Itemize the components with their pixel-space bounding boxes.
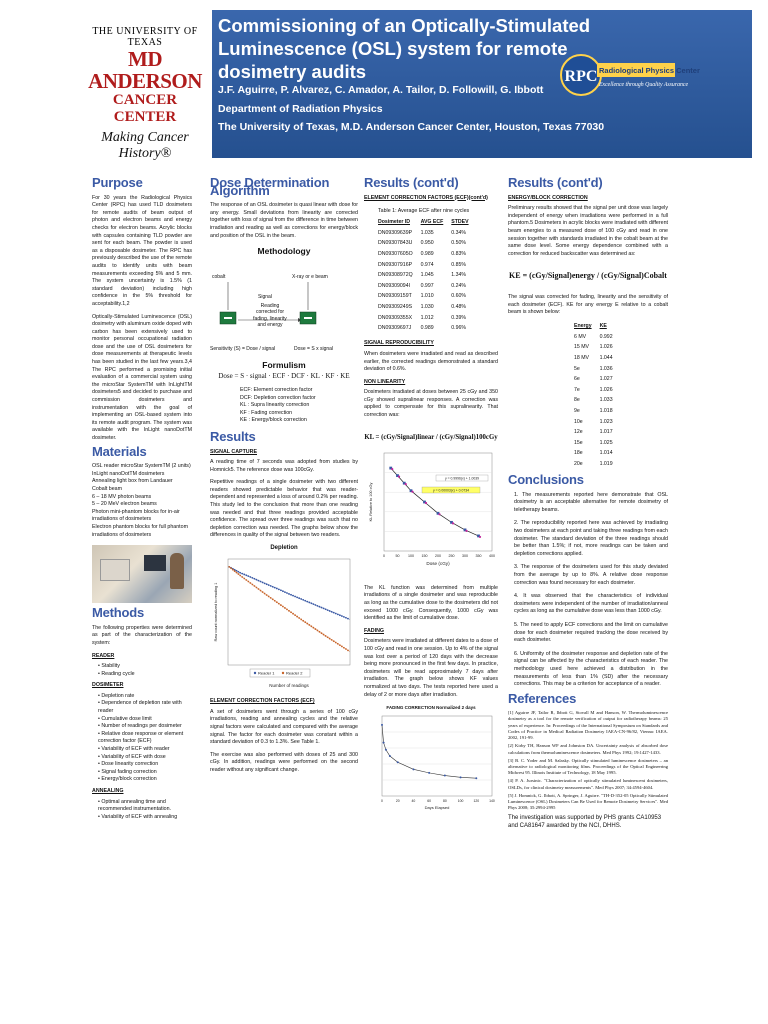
dosimeter-item: • Number of readings per dosimeter	[98, 723, 192, 731]
table-cell: 0.50%	[451, 240, 466, 247]
ecf-table-row	[374, 292, 473, 303]
kl-eq1: y = 0.9996(x) + 1.0039	[444, 476, 480, 481]
results-heading: Results	[210, 428, 256, 444]
kl-x-tick: 0	[383, 554, 385, 559]
reader-item: • Reading cycle	[98, 671, 192, 679]
table-cell: 6e	[574, 376, 580, 383]
depletion-xlabel: Number of readings	[269, 682, 309, 688]
fading-plot-area	[382, 716, 492, 796]
energy-block-heading: ENERGY/BLOCK CORRECTION	[508, 194, 588, 201]
materials-list	[92, 463, 192, 539]
logo-line1: THE UNIVERSITY OF TEXAS	[92, 26, 198, 48]
table-cell: 0.974	[420, 261, 434, 268]
dosimeter-item: • Dependence of depletion rate with reader	[98, 700, 192, 715]
poster-department: Department of Radiation Physics	[218, 103, 383, 115]
table-cell: DN09309249S	[378, 304, 413, 311]
legend-marker-reader2	[282, 671, 284, 673]
kl-point-alt	[398, 476, 400, 478]
table-cell: 6 MV	[574, 333, 587, 340]
fading-x-tick: 100	[457, 798, 464, 803]
rpc-name: Radiological Physics Center	[599, 66, 700, 75]
kl-ylabel: KL Relative to 100 cGy	[369, 482, 373, 522]
table-cell: 1.036	[599, 365, 613, 372]
fading-point	[412, 768, 414, 770]
kl-x-tick: 150	[421, 554, 428, 559]
table-cell: 5e	[574, 365, 580, 372]
depletion-ylabel: Raw count normalized to reading 1	[214, 582, 218, 641]
formula-definition: KE : Energy/block correction	[240, 417, 307, 424]
ecf-table-row	[374, 250, 473, 261]
energy-table-row	[570, 449, 617, 460]
ecf-table-row	[374, 303, 473, 314]
table-cell: 1.010	[420, 293, 434, 300]
signal-capture-p1: A reading time of 7 seconds was adopted from studies by Homnick5. The reference dose was 100cGy.	[210, 459, 358, 473]
ecf-table-row	[374, 313, 473, 324]
conclusions-list	[514, 492, 668, 689]
nonlinearity-p: Dosimeters irradiated at doses between 25 cGy and 350 cGy showed supralinear responses. A correction was applied to compensate for this supralinearity. That correction was:	[364, 389, 498, 419]
reference-item: [5] J. Homnick, G. Ibbott, A. Springer, J. Aguirre. "TH-D-352-05 Optically Stimulated Luminescence (OSL) Dosimeters Can Be Used for Remote Dosimetry Services". Med Phys 2008; 35:2994-2995	[508, 792, 668, 811]
ecf-table-row	[374, 260, 473, 271]
materials-item: OSL reader microStar SystemTM (2 units)	[92, 463, 191, 470]
kl-eq2: y = 0.00003(x) + 0.0734	[432, 488, 470, 493]
table-cell: 1.023	[599, 418, 613, 425]
energy-table-row	[570, 417, 617, 428]
table-cell: 0.992	[599, 333, 613, 340]
energy-table-row	[570, 354, 617, 365]
formula-definition: KL : Supra linearity correction	[240, 402, 310, 409]
materials-item: Photon mini-phantom blocks for in-air irradiations of dosimeters	[92, 508, 180, 523]
fading-x-tick: 120	[473, 798, 480, 803]
materials-item: Electron phantom blocks for full phantom irradiations of dosimeters	[92, 523, 188, 538]
table-header: Energy	[574, 323, 592, 330]
kl-x-tick: 300	[462, 554, 468, 559]
dose-algorithm-heading: Dose Determination Algorithm	[210, 175, 330, 198]
table-cell: DN09309639P	[378, 229, 413, 236]
dose-caption: Dose = S x signal	[294, 345, 334, 352]
kl-point-alt	[479, 536, 481, 538]
column-2	[210, 175, 358, 780]
energy-table-row	[570, 385, 617, 396]
energy-table-row	[570, 396, 617, 407]
conclusion-item: 2. The reproducibility reported here was achieved by irradiating two dosimeters at each point and taking three readings from each dosimeter. The standard deviation of the three readings should be better than 1.5%; if not, more readings can be taken and depletion corrections applied.	[514, 520, 668, 557]
logo-line3: CANCER CENTER	[112, 92, 178, 125]
methods-heading: Methods	[92, 605, 145, 621]
reader-item: • Stability	[98, 663, 192, 671]
dosimeter-item: • Variability of ECF with reader	[98, 746, 192, 754]
references-heading: References	[508, 690, 577, 706]
table-cell: 0.96%	[451, 325, 466, 332]
kl-point-alt	[425, 502, 427, 504]
materials-item: Annealing light box from Landauer	[92, 478, 173, 485]
methods-intro: The following properties were determined as part of the characterization of the system:	[92, 624, 192, 646]
table-cell: 0.83%	[451, 251, 466, 258]
depletion-chart	[210, 553, 358, 691]
conclusion-item: 1. The measurements reported here demonstrate that OSL dosimetry is an acceptable alternative for remote dosimetry of teletherapy beams.	[514, 491, 668, 513]
kl-point-alt	[391, 468, 393, 470]
fading-point	[475, 777, 477, 779]
legend-marker-reader1	[254, 671, 256, 673]
kl-point-alt	[465, 530, 467, 532]
nonlinearity-heading: NON LINEARITY	[364, 378, 406, 385]
table-cell: 0.34%	[451, 229, 466, 236]
conclusion-item: 4. It was observed that the characteristics of individual dosimeters were independent of the number of irradiation/anneal cycles as long as the cumulative dose was less than 1000 cGy.	[514, 593, 668, 615]
formulism-heading: Formulism	[262, 359, 306, 370]
fading-x-tick: 140	[489, 798, 495, 803]
references-list	[508, 710, 668, 811]
fading-point	[381, 724, 383, 726]
table-cell: 0.48%	[451, 304, 466, 311]
signal-capture-heading: SIGNAL CAPTURE	[210, 448, 257, 455]
reproducibility-p: When dosimeters were irradiated and read as described earlier, the corrected readings demonstrated a standard deviation of 0.6%.	[364, 350, 498, 373]
kl-x-tick: 100	[408, 554, 414, 559]
table-cell: DN09309159T	[378, 293, 412, 300]
kl-point-alt	[405, 483, 407, 485]
table-cell: 1.019	[599, 460, 613, 467]
energy-block-p: Preliminary results showed that the signal per unit dose was largely independent of energy when irradiations were performed in a full phantom.5 Dosimeters in acrylic blocks were irradiated with different beam energies to a measured dose of 100 cGy and read in one session together with standards irradiated in the cobalt beam at the same dose level. Some energy dependence combined with a correction for reduced backscatter was determined as:	[508, 205, 668, 257]
reading-label: Reading corrected for fading, linearity and energy	[253, 302, 287, 329]
ecf-table-row	[374, 228, 473, 239]
fading-heading: FADING	[364, 627, 385, 634]
dosimeter-item: • Dose linearity correction	[98, 761, 192, 769]
energy-table-row	[570, 406, 617, 417]
ecf-p2: The exercise was also performed with doses of 25 and 300 cGy. In addition, readings were performed on the second reader without any significant change.	[210, 751, 358, 773]
dosimeter-list	[98, 693, 192, 784]
kl-x-tick: 50	[395, 554, 400, 559]
energy-table-row	[570, 375, 617, 386]
table-cell: 7e	[574, 386, 580, 393]
column-1	[92, 175, 192, 821]
ecf-p1: A set of dosimeters went through a series of 100 cGy irradiations, reading and annealing cycles and the relative signal factors were calculated and compared with the average signal. The factor for each dosimeter was constant within a standard deviation of 0.3 to 1.3%. See Table 1.	[210, 708, 358, 746]
cobalt-label: cobalt	[212, 273, 226, 280]
fading-x-tick: 20	[395, 798, 400, 803]
reference-item: [2] Kirby TH, Hanson WF and Johnston DA. Uncertainty analysis of absorbed dose calculations from thermoluminescence dosimeters. Med Phys 1992; 19:1427-1433.	[508, 743, 668, 755]
table-cell: 0.997	[420, 282, 434, 289]
table-cell: 0.60%	[451, 293, 466, 300]
table-cell: 1.026	[599, 386, 613, 393]
lab-photo	[92, 545, 192, 603]
ke-p: The signal was corrected for fading, linearity and the sensitivity of each dosimeter (ECF). KE for any energy E relative to a cobalt beam is shown below:	[508, 293, 668, 316]
fading-xlabel: Days Elapsed	[424, 804, 450, 810]
table-cell: 0.24%	[451, 282, 466, 289]
results-cont-heading-2: Results (cont'd)	[508, 175, 603, 190]
conclusion-item: 3. The response of the dosimeters used for this study deviated from the average by up to 8%. A relative dose response correction was found necessary for each dosimeter.	[514, 564, 668, 586]
table-cell: 1.027	[599, 376, 613, 383]
legend-label-reader1: Reader 1	[258, 670, 275, 676]
ecf-heading: ELEMENT CORRECTION FACTORS (ECF)	[210, 698, 315, 705]
table-cell: 12e	[574, 429, 583, 436]
dosimeter-item: • Energy/block correction	[98, 776, 192, 784]
kl-plot-area	[384, 453, 492, 551]
reproducibility-heading: SIGNAL REPRODUCIBILITY	[364, 340, 434, 347]
logo-tagline: Making Cancer History®	[101, 130, 189, 161]
table-header: STDEV	[451, 219, 469, 226]
energy-table-row	[570, 343, 617, 354]
methodology-diagram	[210, 260, 358, 356]
reader-list	[98, 663, 192, 678]
ecf-table-row	[374, 271, 473, 282]
energy-table	[570, 322, 617, 470]
table-cell: 0.85%	[451, 261, 466, 268]
methodology-heading: Methodology	[257, 246, 311, 257]
rpc-logo	[559, 46, 700, 104]
kl-p: The KL function was determined from multiple irradiations of a single dosimeter and was reproducible as long as the cumulative dose to the dosimeters did not exceed 1000 cGy. Consequently, 1000 cGy was identified as the limit of cumulative dose.	[364, 584, 498, 622]
dose-algorithm-p1: The response of an OSL dosimeter is quasi linear with dose for any energy. Small deviations from linearity are corrected together with loss of signal from the difference in time between irradiation and reading as well as corrections for energy/block and position of the OSL in the beam.	[210, 202, 358, 239]
poster-title: Commissioning of an Optically-Stimulated Luminescence (OSL) system for remote dosimetry audits	[218, 15, 591, 82]
energy-table-row	[570, 364, 617, 375]
table-cell: 1.018	[599, 407, 613, 414]
dosimeter-item: • Depletion rate	[98, 693, 192, 701]
table-cell: 1.030	[420, 304, 434, 311]
depletion-title: Depletion	[270, 545, 298, 552]
table-cell: 18 MV	[574, 355, 589, 361]
table-cell: 1.045	[420, 272, 434, 279]
xray-label: X-ray or e beam	[292, 273, 328, 280]
dosimeter-item: • Signal fading correction	[98, 769, 192, 777]
purpose-p1: For 30 years the Radiological Physics Center (RPC) has used TLD dosimeters for remote audits of beam output of photon and electron beams and energy checks for electron beams. Acrylic blocks with capsules containing TLD powder are sent for each beam. The powder is used as a disposable dosimeter. The RPC has previously described the use of the remote audits to identify units with beam measurements exceeding 5% and 5 mm. The system uncertainty is 1.5% (1 standard deviation) including high confidence in the 5% threshold for acceptability.1,2	[92, 194, 192, 307]
annealing-heading: ANNEALING	[92, 788, 124, 794]
table-cell: 0.39%	[451, 314, 466, 321]
dosimeter-item: • Cumulative dose limit	[98, 716, 192, 724]
results-cont-heading-1: Results (cont'd)	[364, 175, 459, 190]
purpose-heading: Purpose	[92, 175, 143, 190]
fading-p: Dosimeters were irradiated at different dates to a dose of 100 cGy and read in one session. Up to 4% of the signal was lost over a period of 120 days with the decrease being more pronounced in the first few days. In practice, dosimeters will be read approximately 7 days after irradiation. The graph below shows KF values normalized at two days. The tests reported here used a delay of 2 or more days after irradiation.	[364, 638, 498, 698]
table-cell: 0.950	[420, 240, 434, 247]
kl-point-alt	[438, 513, 440, 515]
table-cell: 1.035	[420, 229, 434, 236]
ecf-table-row	[374, 239, 473, 250]
poster-authors: J.F. Aguirre, P. Alvarez, C. Amador, A. Tailor, D. Followill, G. Ibbott	[218, 84, 544, 96]
fading-point	[389, 755, 391, 757]
fading-point	[385, 749, 387, 751]
table-cell: DN09309697J	[378, 325, 412, 332]
kl-chart	[364, 447, 498, 575]
md-anderson-logo	[82, 18, 208, 161]
table-cell: DN09307605O	[378, 251, 413, 258]
table1-caption: Table 1: Average ECF after nine cycles	[378, 208, 470, 215]
fading-x-tick: 80	[442, 798, 447, 803]
kl-point-alt	[452, 523, 454, 525]
table-cell: DN09307843U	[378, 240, 413, 247]
kl-xlabel: Dose (cGy)	[426, 561, 450, 567]
annealing-item: • Optimal annealing time and recommended instrumentation.	[98, 799, 192, 814]
poster-institution: The University of Texas, M.D. Anderson Cancer Center, Houston, Texas 77030	[218, 121, 605, 133]
kl-x-tick: 250	[448, 554, 455, 559]
fading-point	[460, 776, 462, 778]
table-cell: 15e	[574, 439, 583, 446]
table-header: AVG ECF	[420, 219, 444, 226]
sensitivity-caption: Sensitivity (S) = Dose / signal	[210, 345, 276, 352]
rpc-letters: RPC	[564, 68, 598, 85]
table-cell: 1.026	[599, 344, 613, 351]
kl-formula: KL = (cGy/Signal)linear / (cGy/Signal)100cGy	[364, 433, 498, 441]
reference-item: [3] B. C. Yoder and M. Salasky. Optically stimulated luminescence dosimeters – an alternative to radiological monitoring films. Proceedings of the Optical Engineering Midwest 95. Illinois Institute of Technology, 18 May 1995.	[508, 757, 668, 776]
reader-heading: READER	[92, 652, 115, 659]
dosimeter-item: • Variability of ECF with dose	[98, 754, 192, 762]
legend-label-reader2: Reader 2	[286, 670, 303, 676]
fading-x-tick: 0	[381, 798, 383, 803]
reference-item: [1] Aguirre JF, Tailor R, Ibbott G, Stovall M and Hanson, W. Thermoluminescence dosimetry as a tool for the remote verification of output for radiotherapy beams: 25 years of experience. In: Proceedings of the International Symposium on Standards and Codes of Practice in Medical Radiation Dosimetry IAEA-CN-96/82, Vienna: IAEA. 2002, 191-99.	[508, 710, 668, 741]
signal-label: Signal	[258, 293, 272, 300]
table-cell: 18e	[574, 450, 583, 457]
table-cell: 1.033	[599, 397, 613, 404]
formula-definitions	[240, 387, 358, 425]
table-cell: 1.017	[599, 429, 613, 436]
ecf-cont-heading: ELEMENT CORRECTION FACTORS (ECF)(cont'd)	[364, 194, 488, 201]
materials-item: 5 – 20 MeV electron beams	[92, 501, 157, 508]
dosimeter-heading: DOSIMETER	[92, 682, 124, 689]
table-cell: DN09309355X	[378, 314, 413, 321]
table-cell: 0.989	[420, 325, 434, 332]
materials-heading: Materials	[92, 443, 147, 459]
energy-table-row	[570, 428, 617, 439]
fading-chart-title: FADING CORRECTION Normalized 2 days	[386, 705, 476, 711]
conclusions-heading: Conclusions	[508, 472, 584, 488]
rpc-tagline: Excellence through Quality Assurance	[599, 82, 689, 88]
energy-table-row	[570, 438, 617, 449]
table-header: KE	[599, 323, 607, 330]
logo-line2: MD ANDERSON	[88, 47, 202, 93]
table-cell: 1.014	[599, 450, 613, 457]
column-4	[508, 175, 668, 830]
ecf-table	[374, 218, 473, 335]
ke-formula: KE = (cGy/Signal)energy / (cGy/Signal)Cobalt	[509, 271, 667, 281]
fading-chart	[364, 712, 498, 812]
dose-formula: Dose = S · signal · ECF · DCF · KL · KF · KE	[218, 372, 350, 381]
poster-content	[84, 175, 750, 1024]
energy-table-row	[570, 459, 617, 470]
formula-definition: DCF: Depletion correction factor	[240, 394, 316, 401]
kl-x-tick: 400	[489, 554, 495, 559]
formula-definition: KF : Fading correction	[240, 409, 293, 416]
table-cell: 0.989	[420, 251, 434, 258]
conclusion-item: 6. Uniformity of the dosimeter response and depletion rate of the signal can be affected by the characteristics of each reader. The methodology used here achieved a distribution in the measurements of less than 1% (SD) after the necessary corrections. This may be a criterion for acceptance of a reader.	[514, 650, 668, 688]
title-banner	[212, 10, 752, 158]
materials-item: InLight nanoDotTM dosimeters	[92, 470, 165, 477]
dosimeter-item: • Relative dose response or element correction factor (ECF)	[98, 731, 192, 746]
signal-capture-p2: Repetitive readings of a single dosimeter with two different readers showed predictable behavior that was reader-dependent and represented a loss of around 0.2% per reading. This study led to the conclusion that more than one reading was needed and that three readings provided acceptable confidence. The spread over three readings was such that no depletion correction was needed. The graphs below show the differences in quality of the signal between two readers.	[210, 479, 358, 539]
table-cell: 1.025	[599, 439, 613, 446]
table-cell: DN09307916P	[378, 261, 413, 268]
table-cell: 1.34%	[451, 272, 466, 279]
kl-x-tick: 350	[475, 554, 482, 559]
table-cell: DN09309094I	[378, 282, 411, 289]
table-cell: 8e	[574, 397, 580, 404]
annealing-item: • Variability of ECF with annealing	[98, 814, 192, 822]
table-cell: 9e	[574, 407, 580, 414]
fading-x-tick: 60	[427, 798, 432, 803]
ecf-table-row	[374, 281, 473, 292]
annealing-list	[98, 799, 192, 822]
fading-point	[397, 761, 399, 763]
ecf-table-row	[374, 324, 473, 335]
table-cell: DN09308972Q	[378, 272, 413, 279]
energy-table-row	[570, 332, 617, 343]
table-cell: 20e	[574, 460, 583, 467]
table-header: Dosimeter ID	[378, 219, 410, 226]
fading-point	[444, 774, 446, 776]
conclusion-item: 5. The need to apply ECF corrections and the limit on cumulative dose for each dosimeter required tracking the dose received by each dosimeter.	[514, 621, 668, 644]
table-cell: 1.012	[420, 314, 434, 321]
fading-point	[383, 741, 385, 743]
column-3	[364, 175, 498, 815]
kl-x-tick: 200	[435, 554, 441, 559]
table-cell: 15 MV	[574, 344, 589, 351]
grant-acknowledgement: The investigation was supported by PHS grants CA10953 and CA81647 awarded by the NCI, DHHS.	[508, 815, 662, 829]
purpose-p2: Optically-Stimulated Luminescence (OSL) dosimetry with aluminum oxide doped with carbon has been extensively used to monitor personal occupational radiation dose and the use of OSL dosimeters for dose measurements at therapeutic levels has been studied in the last few years.3,4 The RPC performed a promising initial evaluation of a commercial system using the microStar SystemTM with InLightTM dosimeters5 and decided to purchase and commission dosimeters and instrumentation with the goal of implementing an OSL-based system into its remote audit program. The system was available with the InLight nanoDotTM dosimeter.	[92, 313, 192, 441]
formula-definition: ECF: Element correction factor	[240, 386, 313, 393]
table-cell: 10e	[574, 418, 583, 425]
poster-header	[0, 0, 768, 168]
table-cell: 1.044	[599, 355, 613, 361]
materials-item: 6 – 18 MV photon beams	[92, 493, 152, 500]
kl-point-alt	[411, 491, 413, 493]
fading-x-tick: 40	[411, 798, 416, 803]
fading-point	[428, 772, 430, 774]
materials-item: Cobalt beam	[92, 485, 123, 492]
reference-item: [4] P. A. Jursinic. "Characterization of optically stimulated luminescent dosimeters, OSLDs, for clinical dosimetry measurements". Med Phys 2007; 34:4594-4604.	[508, 778, 668, 790]
